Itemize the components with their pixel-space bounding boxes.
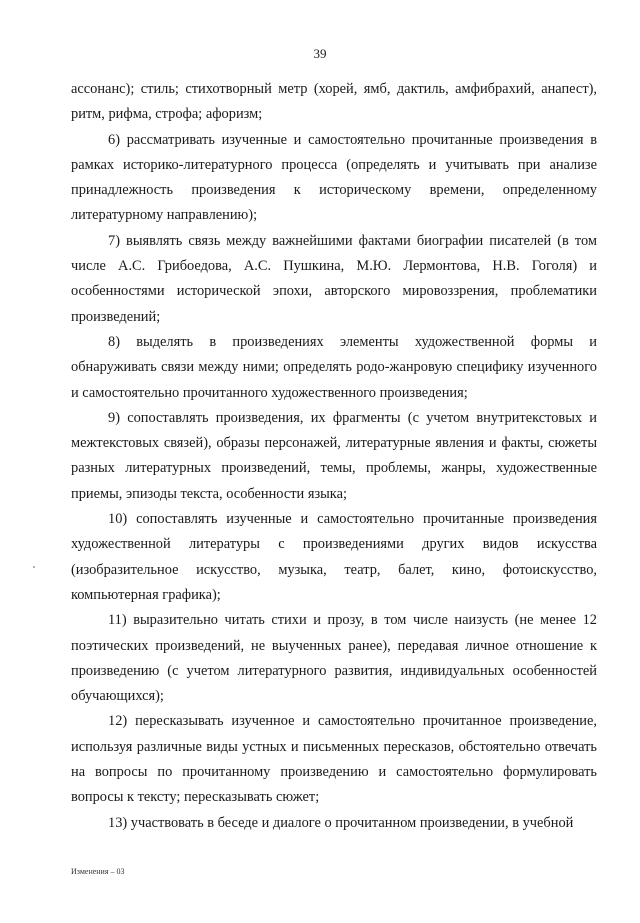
list-item-12: 12) пересказывать изученное и самостоятельно прочитанное произведение, используя различные виды устных и письменных пересказов, обстоятельно отвечать на вопросы по прочитанному произведению и самостоятельно формулировать вопросы к тексту; пересказывать сюжет;	[71, 713, 597, 806]
paragraph-continuation: ассонанс); стиль; стихотворный метр (хорей, ямб, дактиль, амфибрахий, анапест), ритм, рифма, строфа; афоризм;	[71, 81, 597, 123]
list-item-9: 9) сопоставлять произведения, их фрагменты (с учетом внутритекстовых и межтекстовых связей), образы персонажей, литературные явления и факты, сюжеты разных литературных произведений, темы, проблемы, жанры, художественные приемы, эпизоды текста, особенности языка;	[71, 409, 597, 502]
page-number: 39	[313, 46, 327, 61]
list-item-7: 7) выявлять связь между важнейшими фактами биографии писателей (в том числе А.С. Грибоедова, А.С. Пушкина, М.Ю. Лермонтова, Н.В. Гоголя) и особенностями исторической эпохи, авторского мировоззрения, проблематики произведений;	[71, 232, 597, 325]
list-item-13: 13) участвовать в беседе и диалоге о прочитанном произведении, в учебной	[108, 814, 574, 831]
body-text	[71, 77, 597, 836]
list-item-10: 10) сопоставлять изученные и самостоятельно прочитанные произведения художественной литературы с произведениями других видов искусства (изобразительное искусство, музыка, театр, балет, кино, фотоискусство, компьютерная графика);	[71, 511, 597, 603]
list-item-11: 11) выразительно читать стихи и прозу, в том числе наизусть (не менее 12 поэтических произведений, не выученных ранее), передавая личное отношение к произведению (с учетом литературного развития, индивидуальных особенностей обучающихся);	[71, 612, 597, 705]
footer-revision-note: Изменения – 03	[71, 867, 125, 876]
list-item-6: 6) рассматривать изученные и самостоятельно прочитанные произведения в рамках историко-литературного процесса (определять и учитывать при анализе принадлежность произведения к историческому времени, определенному литературному направлению);	[71, 131, 597, 224]
scan-speck	[33, 566, 35, 568]
list-item-8: 8) выделять в произведениях элементы художественной формы и обнаруживать связи между ними; определять родо-жанровую специфику изученного и самостоятельно прочитанного художественного произведения;	[71, 333, 597, 401]
